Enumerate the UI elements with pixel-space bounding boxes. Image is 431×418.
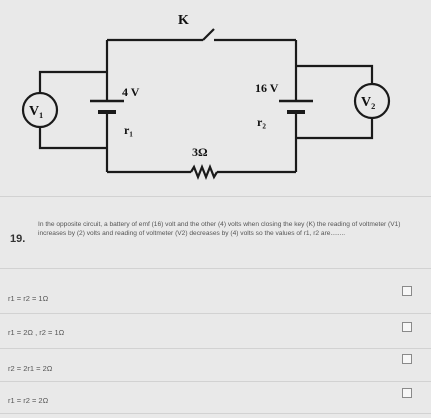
voltmeter-1-label: V₁	[29, 104, 44, 119]
option-3-label: r2 = 2r1 = 2Ω	[8, 364, 53, 373]
divider-option-3	[0, 381, 431, 382]
divider-option-1	[0, 313, 431, 314]
switch-label: K	[178, 13, 189, 28]
divider-top	[0, 196, 431, 197]
voltmeter-2-wire	[296, 66, 372, 84]
resistor-label: 3Ω	[192, 145, 208, 159]
circuit-diagram	[0, 0, 431, 200]
resistor-3-ohm	[191, 167, 217, 177]
voltmeter-2-label: V₂	[361, 95, 376, 110]
option-2[interactable]	[0, 318, 431, 352]
option-3-checkbox[interactable]	[402, 354, 412, 364]
switch-k[interactable]	[203, 29, 214, 40]
voltmeter-1-wire-lower	[40, 127, 107, 148]
option-1-label: r1 = r2 = 1Ω	[8, 294, 49, 303]
emf-2-label: 16 V	[255, 81, 279, 95]
emf-1-label: 4 V	[122, 85, 140, 99]
option-2-checkbox[interactable]	[402, 322, 412, 332]
option-4-label: r1 = r2 = 2Ω	[8, 396, 49, 405]
option-4-checkbox[interactable]	[402, 388, 412, 398]
option-1-checkbox[interactable]	[402, 286, 412, 296]
question-number: 19.	[10, 233, 26, 245]
divider-question	[0, 268, 431, 269]
r1-label: r₁	[124, 123, 133, 137]
divider-bottom	[0, 413, 431, 414]
divider-option-2	[0, 348, 431, 349]
r2-label: r₂	[257, 115, 266, 129]
option-1[interactable]	[0, 282, 431, 316]
question-text: In the opposite circuit, a battery of emf (16) volt and the other (4) volts when closing the key (K) the reading of voltmeter (V1) increases by (2) volts and reading of voltmeter (V2) decreases by (4) volts so the values of r1, r2 are........	[38, 221, 401, 237]
voltmeter-1-wire	[40, 72, 107, 93]
option-2-label: r1 = 2Ω , r2 = 1Ω	[8, 328, 65, 337]
voltmeter-2-wire-lower	[296, 118, 372, 138]
